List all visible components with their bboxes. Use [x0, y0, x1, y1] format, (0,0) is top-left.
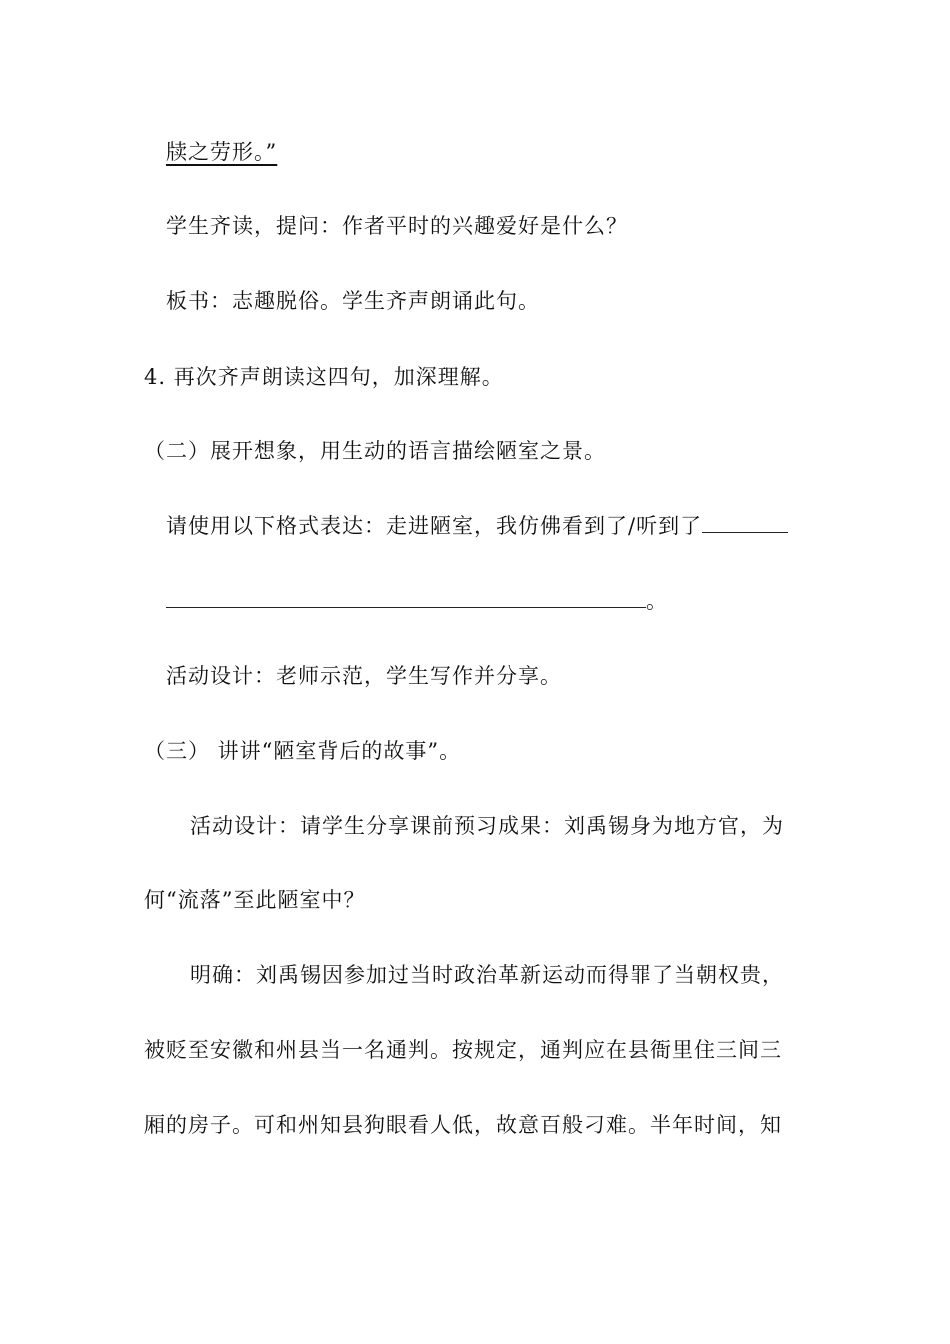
quote-ending-line: 牍之劳形。” — [166, 140, 278, 164]
blank-period: 。 — [646, 589, 668, 613]
expression-format-text: 请使用以下格式表达：走进陋室，我仿佛看到了/听到了 — [166, 514, 703, 538]
fill-in-blank-1 — [702, 512, 788, 533]
student-reading-question: 学生齐读，提问：作者平时的兴趣爱好是什么？ — [166, 214, 628, 238]
section-two-heading: （二）展开想象，用生动的语言描绘陋室之景。 — [144, 439, 606, 463]
clarification-line-3: 厢的房子。可和州知县狗眼看人低，故意百般刁难。半年时间，知 — [144, 1113, 782, 1137]
fill-in-blank-2 — [166, 587, 646, 608]
activity-design-2-cont: 何“流落”至此陋室中？ — [144, 888, 366, 912]
blackboard-note: 板书：志趣脱俗。学生齐声朗诵此句。 — [166, 289, 540, 313]
step-4-reread: 4. 再次齐声朗读这四句，加深理解。 — [144, 365, 504, 389]
section-three-heading: （三） 讲讲“陋室背后的故事”。 — [144, 739, 462, 763]
clarification-line-1: 明确：刘禹锡因参加过当时政治革新运动而得罪了当朝权贵， — [190, 963, 784, 987]
activity-design-2: 活动设计：请学生分享课前预习成果：刘禹锡身为地方官，为 — [190, 814, 784, 838]
fill-in-blank-line — [166, 587, 668, 615]
expression-format-prompt — [166, 512, 788, 540]
activity-design-1: 活动设计：老师示范，学生写作并分享。 — [166, 664, 562, 688]
clarification-line-2: 被贬至安徽和州县当一名通判。按规定，通判应在县衙里住三间三 — [144, 1038, 782, 1062]
